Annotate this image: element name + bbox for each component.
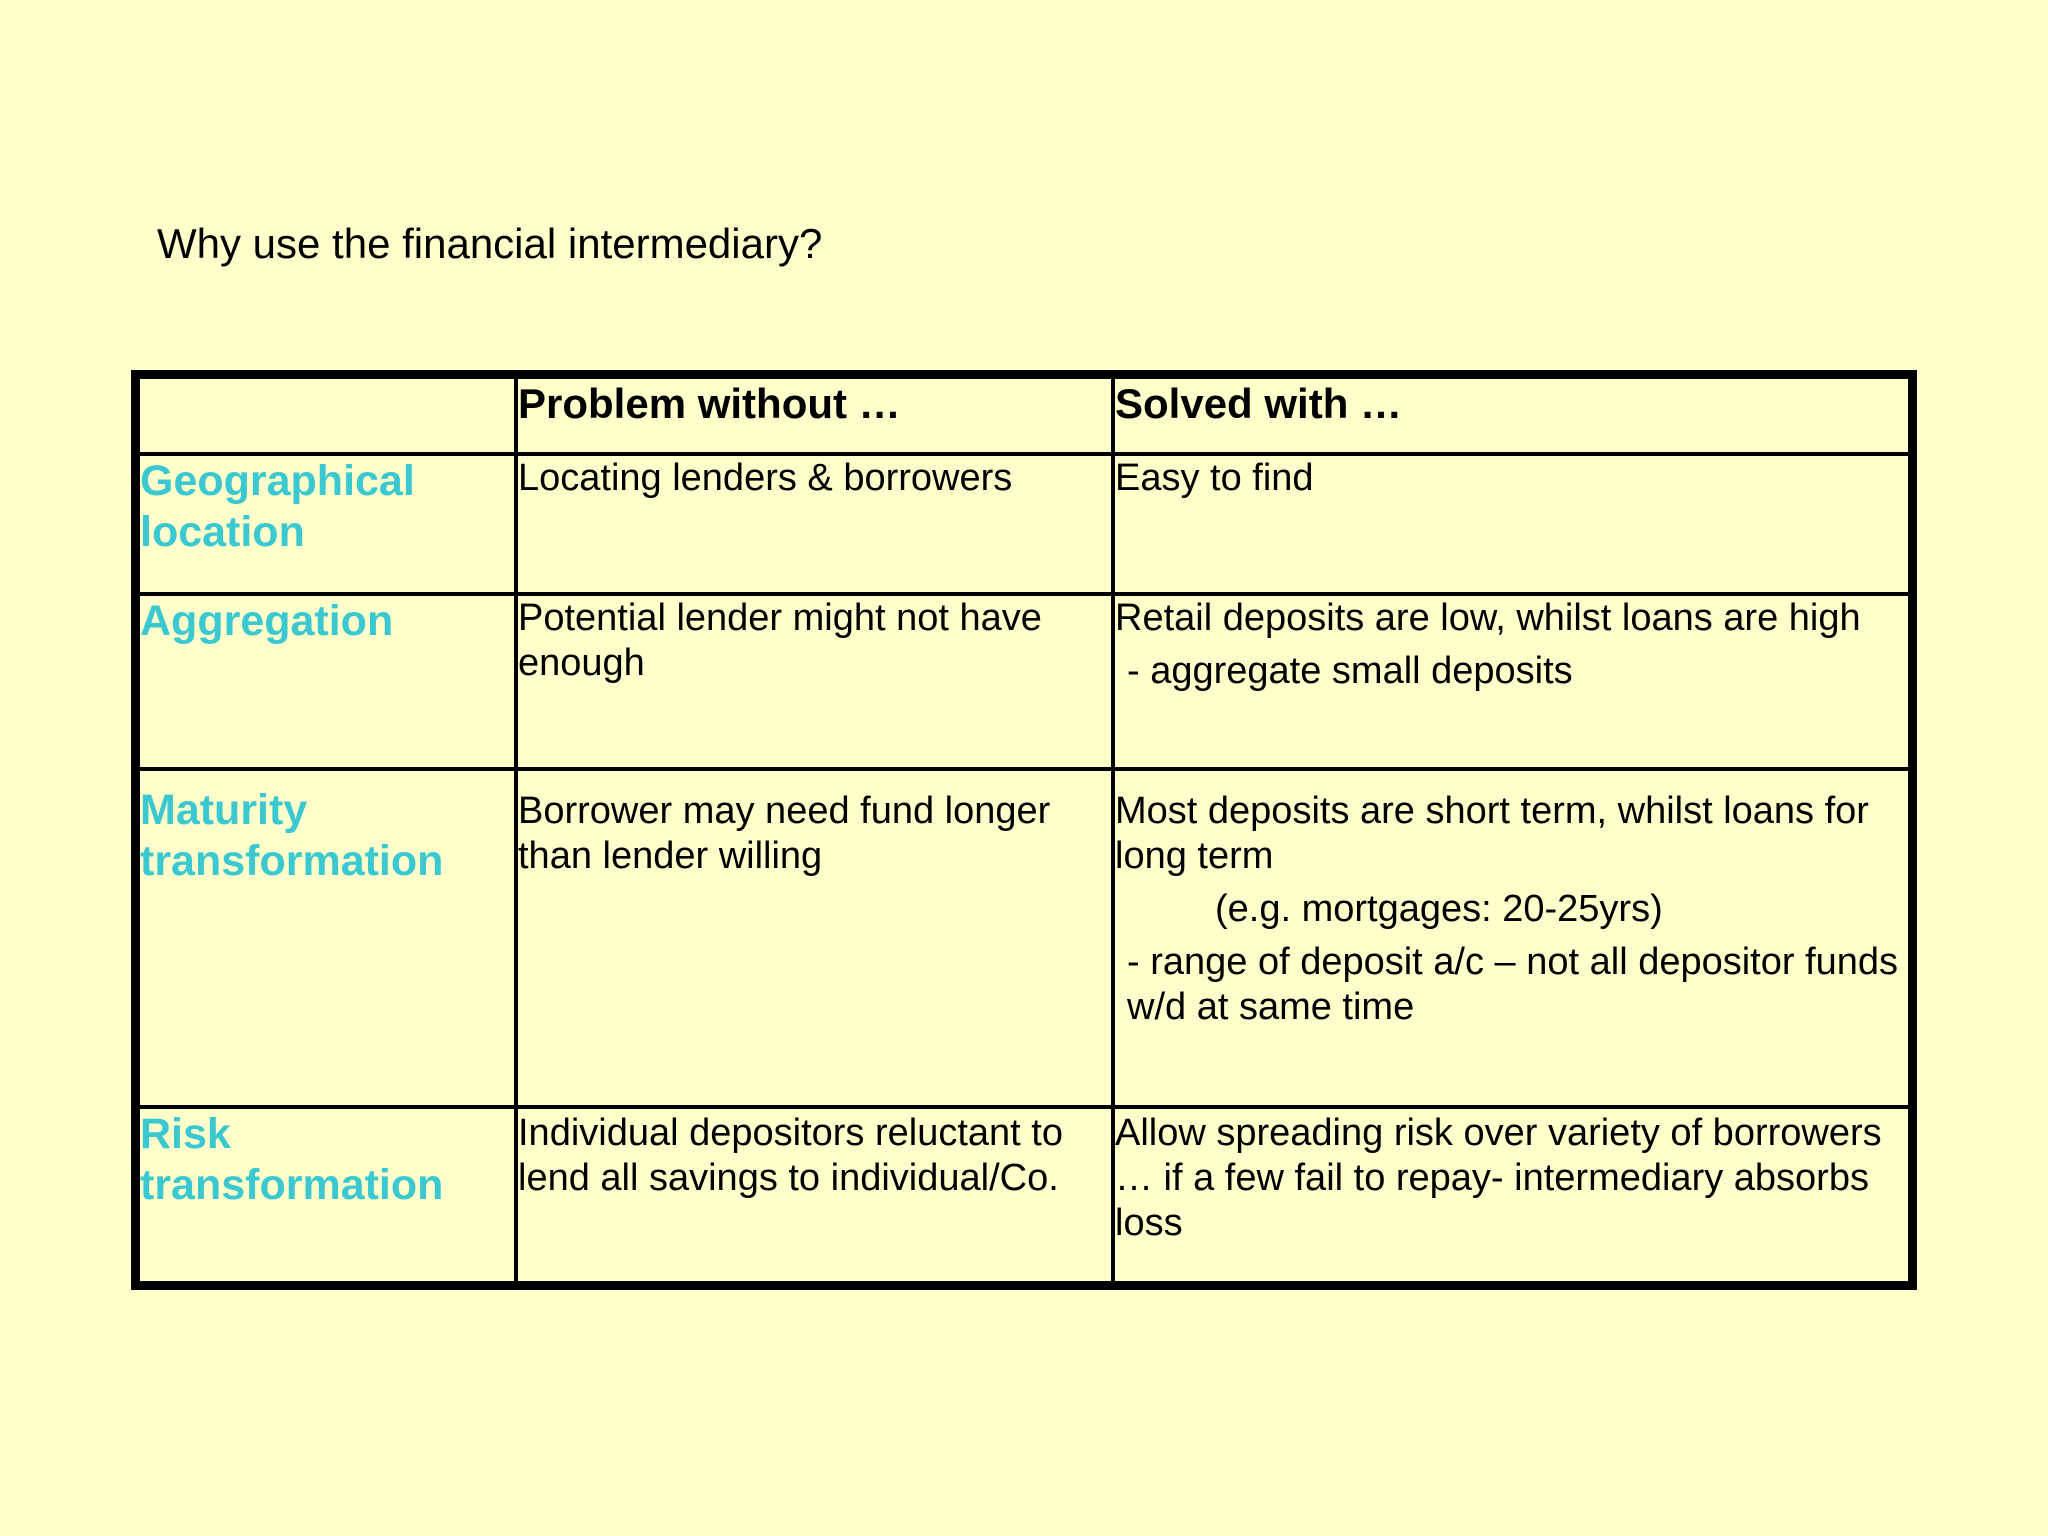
slide-title: Why use the financial intermediary? xyxy=(157,220,823,267)
solved-text-detail: - aggregate small deposits xyxy=(1127,650,1573,692)
header-corner-cell xyxy=(140,379,518,456)
solved-cell-aggregation xyxy=(1115,596,1908,771)
comparison-table xyxy=(131,370,1917,1290)
solved-text: Allow spreading risk over variety of borrowers … if a few fail to repay- intermediary absorbs loss xyxy=(1115,1112,1882,1244)
problem-cell-aggregation xyxy=(518,596,1115,771)
problem-text: Individual depositors reluctant to lend all savings to individual/Co. xyxy=(518,1112,1063,1199)
solved-text-example: (e.g. mortgages: 20-25yrs) xyxy=(1215,888,1663,930)
solved-text-detail: - range of deposit a/c – not all depositor funds w/d at same time xyxy=(1127,941,1899,1028)
problem-cell-risk-transformation xyxy=(518,1109,1115,1281)
header-problem-without: Problem without … xyxy=(518,379,1115,456)
solved-cell-maturity-transformation xyxy=(1115,771,1908,1109)
problem-text: Potential lender might not have enough xyxy=(518,597,1042,684)
problem-text: Borrower may need fund longer than lender willing xyxy=(518,790,1051,877)
solved-text: Most deposits are short term, whilst loans for long term xyxy=(1115,790,1869,877)
row-label-risk-transformation: Risk transformation xyxy=(140,1109,518,1281)
row-label-maturity-transformation: Maturity transformation xyxy=(140,771,518,1109)
solved-text: Easy to find xyxy=(1115,457,1314,499)
problem-cell-maturity-transformation xyxy=(518,771,1115,1109)
table-grid xyxy=(140,379,1908,1281)
header-solved-with: Solved with … xyxy=(1115,379,1908,456)
row-label-geographical-location: Geographical location xyxy=(140,456,518,596)
row-label-aggregation: Aggregation xyxy=(140,596,518,771)
solved-cell-geographical-location xyxy=(1115,456,1908,596)
solved-text: Retail deposits are low, whilst loans are high xyxy=(1115,597,1861,639)
problem-cell-geographical-location xyxy=(518,456,1115,596)
problem-text: Locating lenders & borrowers xyxy=(518,457,1013,499)
solved-cell-risk-transformation xyxy=(1115,1109,1908,1281)
